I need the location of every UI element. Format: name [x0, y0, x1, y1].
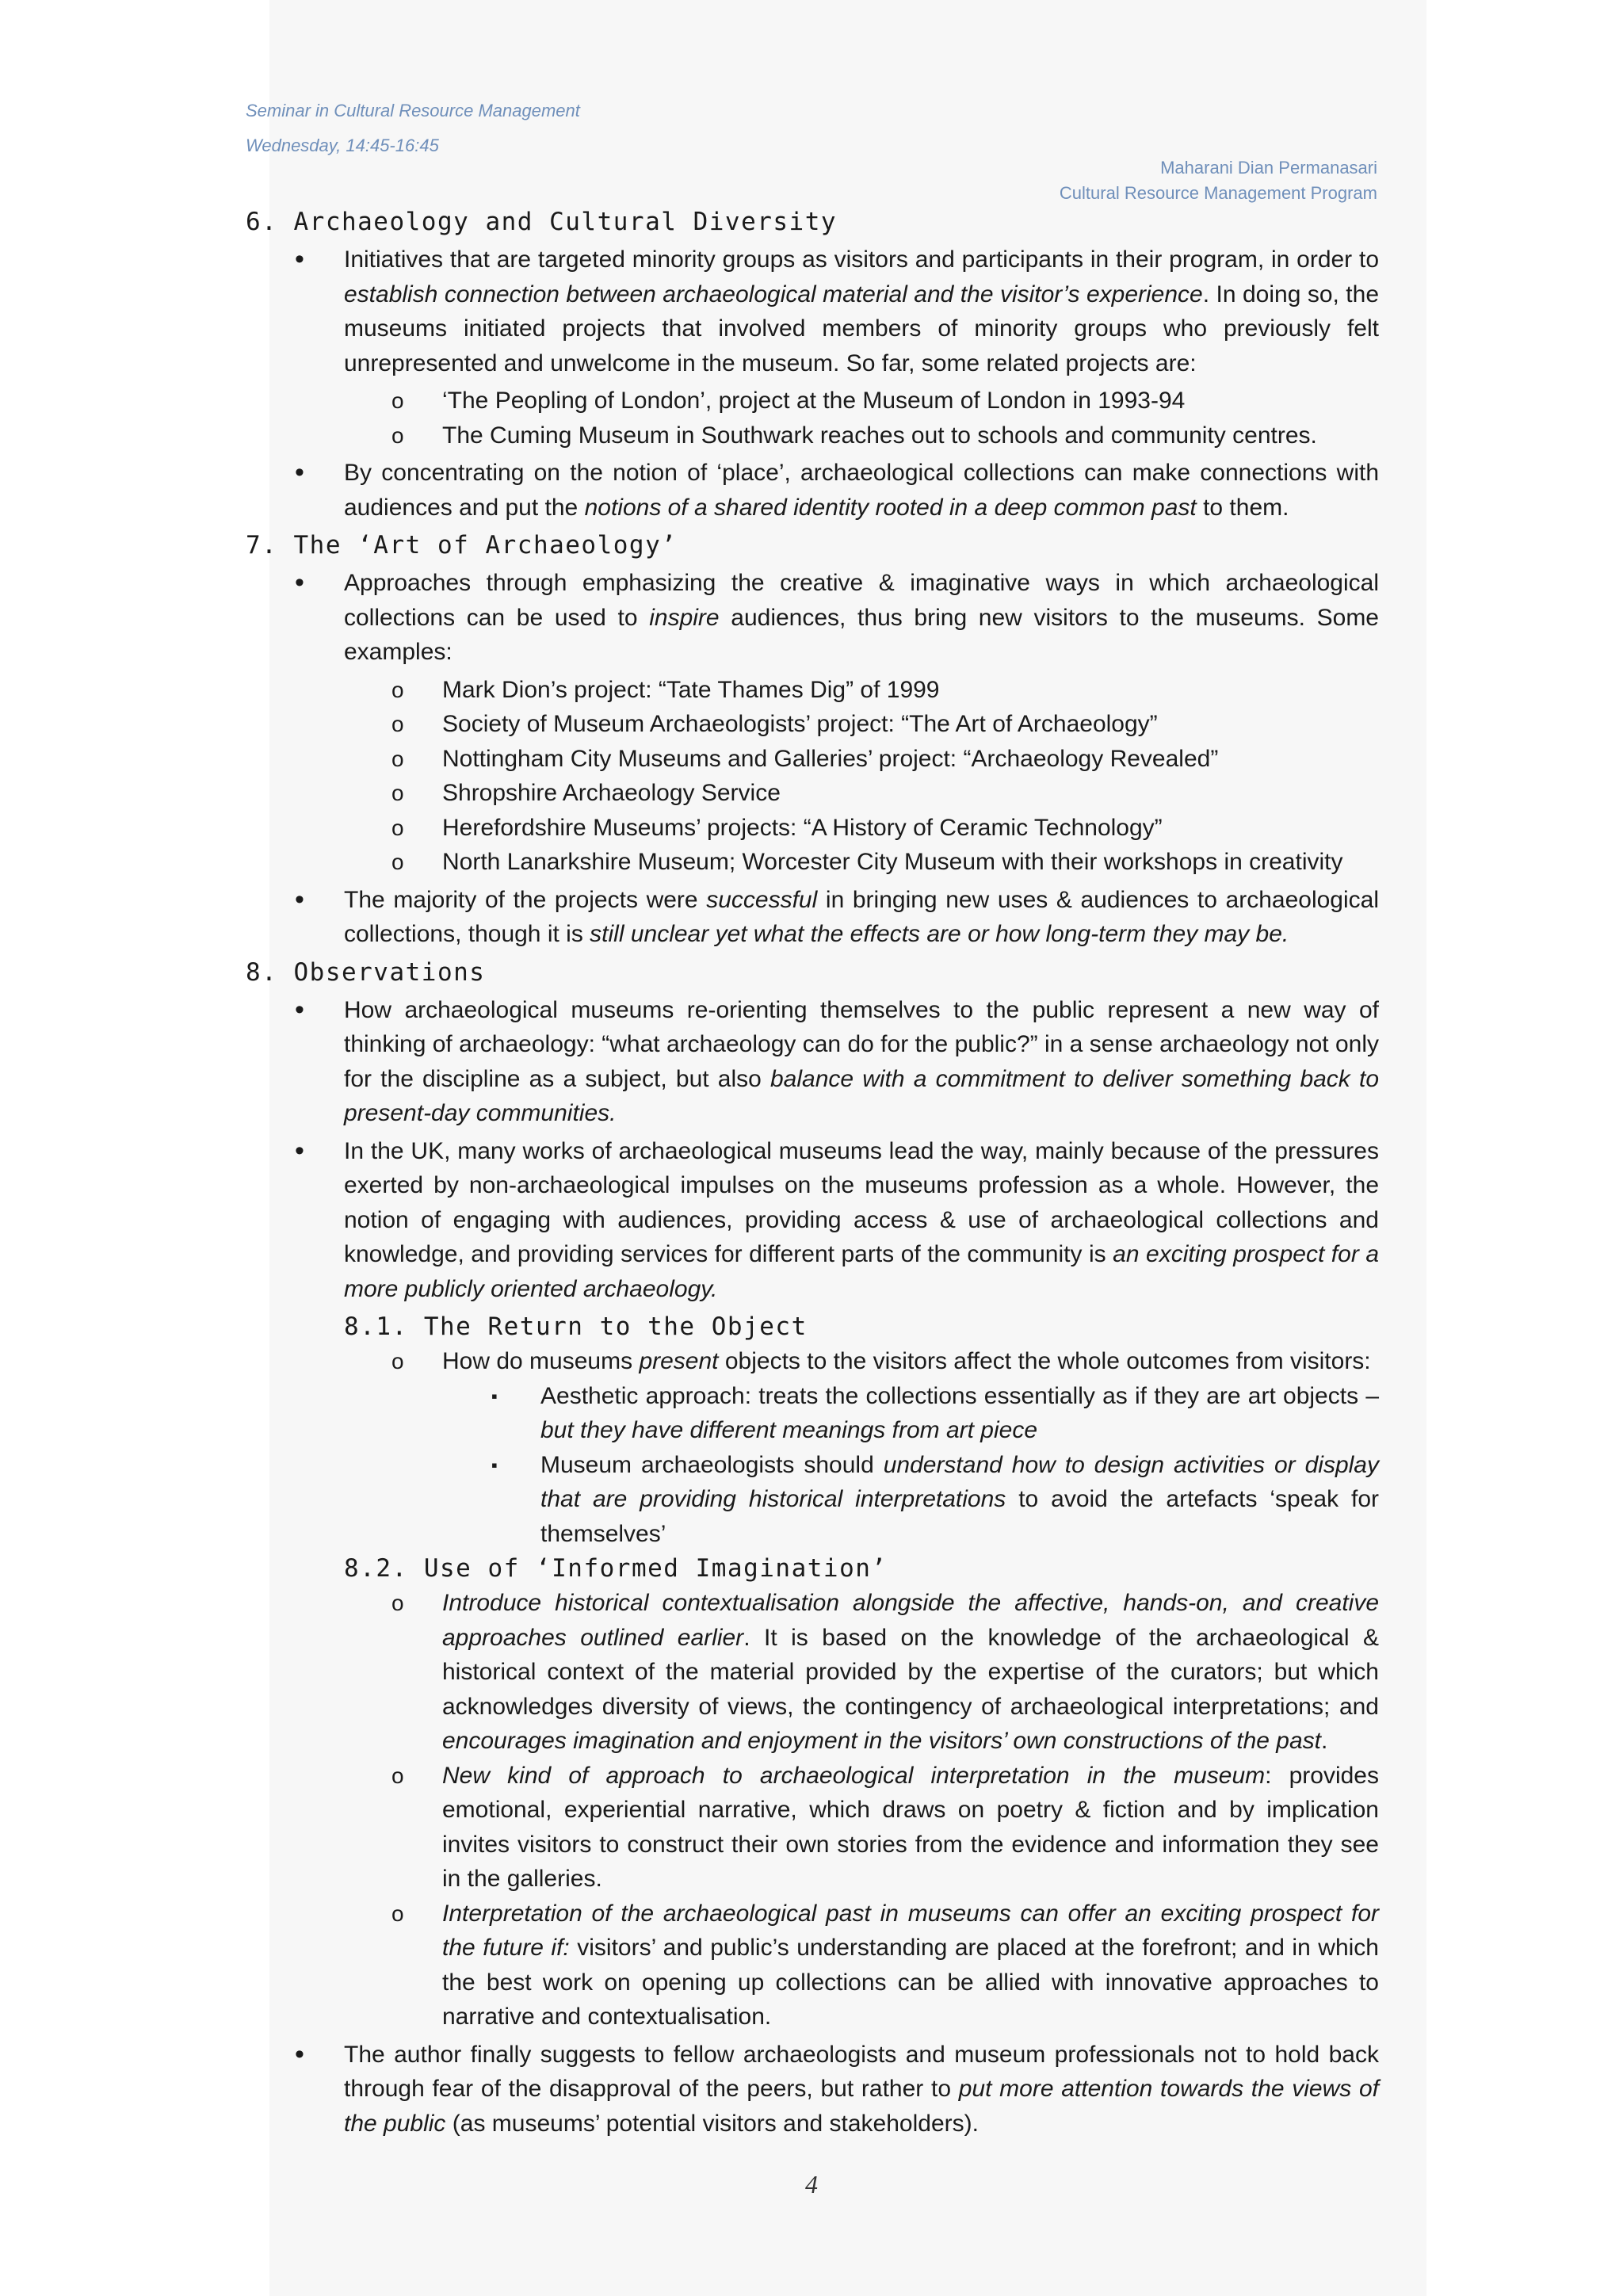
- list-item: [391, 1586, 1380, 1759]
- course-schedule: Wednesday, 14:45-16:45: [246, 136, 439, 155]
- header-left: [246, 94, 580, 163]
- emphasis-text: present: [639, 1348, 719, 1374]
- list-item: [391, 1759, 1379, 1897]
- header-right: [1060, 155, 1377, 206]
- circle-bullet-icon: o: [391, 677, 404, 702]
- text-run: The majority of the projects were: [344, 886, 707, 913]
- circle-bullet-icon: o: [391, 815, 404, 840]
- bullet-icon: •: [295, 884, 304, 915]
- emphasis-text: establish connection between archaeological material and the visitor’s experience: [344, 281, 1203, 308]
- circle-bullet-icon: o: [391, 746, 404, 771]
- text-run: to avoid the artefacts ‘speak for themselves’: [540, 1486, 1380, 1547]
- emphasis-text: encourages imagination and enjoyment in the visitors’ own constructions of the past: [442, 1728, 1321, 1754]
- square-bullet-icon: ▪: [491, 1385, 498, 1406]
- list-item: [295, 993, 1379, 1131]
- emphasis-text: balance with a commitment to deliver something back to present-day communities.: [344, 1065, 1379, 1126]
- text-run: audiences, thus bring new visitors to the museums. Some examples:: [344, 604, 1379, 665]
- text-run: . In doing so, the museums initiated projects that involved members of minority groups who previously felt unrepresented and unwelcome in the museum. So far, some related projects are:: [344, 281, 1380, 376]
- bullet-icon: •: [295, 2038, 304, 2069]
- circle-bullet-icon: o: [391, 850, 404, 874]
- text-run: (as museums’ potential visitors and stakeholders).: [445, 2110, 979, 2137]
- text-run: Herefordshire Museums’ projects: “A History of Ceramic Technology”: [442, 814, 1163, 841]
- emphasis-text: put more attention towards the views of the public: [344, 2076, 1379, 2137]
- text-run: Shropshire Archaeology Service: [442, 780, 781, 806]
- emphasis-text: still unclear yet what the effects are or how long-term they may be.: [590, 921, 1289, 947]
- circle-bullet-icon: o: [391, 1763, 404, 1788]
- circle-bullet-icon: o: [391, 1591, 404, 1615]
- list-item: [491, 1448, 1380, 1552]
- text-run: How archaeological museums re-orienting themselves to the public represent a new way of thinking of archaeology: “what archaeology can do for the public?” in a sense archaeology not only for the discipline as a subject, but also: [344, 996, 1379, 1092]
- section-7-heading: 7. The ‘Art of Archaeology’: [246, 531, 678, 560]
- text-run: In the UK, many works of archaeological museums lead the way, mainly because of the pressures exerted by non-archaeological impulses on the museums profession as a whole. However, the notion of engaging with audiences, providing access & use of archaeological collections and knowledge, and providing services for different parts of the community is: [344, 1137, 1379, 1267]
- emphasis-text: Introduce historical contextualisation alongside the affective, hands-on, and creative approaches outlined earlier: [442, 1590, 1379, 1651]
- text-run: Aesthetic approach: treats the collections essentially as if they are art objects –: [540, 1382, 1379, 1409]
- list-item: [295, 243, 1380, 380]
- text-run: Approaches through emphasizing the creative & imaginative ways in which archaeological collections can be used to: [344, 570, 1379, 631]
- text-run: ‘The Peopling of London’, project at the Museum of London in 1993-94: [442, 388, 1186, 414]
- subsection-8-1-heading: 8.1. The Return to the Object: [344, 1312, 808, 1341]
- section-8-heading: 8. Observations: [246, 957, 486, 987]
- text-run: How do museums: [442, 1348, 640, 1374]
- bullet-icon: •: [295, 1135, 304, 1166]
- bullet-icon: •: [295, 457, 304, 487]
- text-run: in bringing new uses & audiences to archaeological collections, though it is: [344, 886, 1379, 947]
- list-item: [391, 811, 1379, 846]
- circle-bullet-icon: o: [391, 1349, 404, 1373]
- list-item: [391, 1344, 1379, 1379]
- list-item: [391, 418, 1379, 453]
- text-run: The Cuming Museum in Southwark reaches out to schools and community centres.: [442, 422, 1317, 449]
- emphasis-text: Interpretation of the archaeological past in museums can offer an exciting prospect for the future if:: [442, 1900, 1379, 1961]
- emphasis-text: notions of a shared identity rooted in a deep common past: [584, 494, 1197, 521]
- course-title: Seminar in Cultural Resource Management: [246, 101, 580, 120]
- circle-bullet-icon: o: [391, 712, 404, 736]
- emphasis-text: understand how to design activities or display that are providing historical interpretations: [540, 1451, 1379, 1512]
- text-run: By concentrating on the notion of ‘place’, archaeological collections can make connections with audiences and put the: [344, 460, 1379, 521]
- square-bullet-icon: ▪: [491, 1454, 498, 1475]
- text-run: . It is based on the knowledge of the archaeological & historical context of the material provided by the expertise of the curators; but which acknowledges diversity of views, the contingency of archaeological interpretations; and: [442, 1624, 1380, 1720]
- circle-bullet-icon: o: [391, 1901, 404, 1926]
- text-run: .: [1320, 1728, 1328, 1754]
- list-item: [391, 776, 1379, 811]
- text-run: Society of Museum Archaeologists’ project: “The Art of Archaeology”: [442, 711, 1158, 737]
- author-name: Maharani Dian Permanasari: [1160, 158, 1377, 178]
- text-run: visitors’ and public’s understanding are placed at the forefront; and in which the best work on opening up collections can be allied with innovative approaches to narrative and contextualisation.: [442, 1935, 1379, 2030]
- bullet-icon: •: [295, 994, 304, 1025]
- circle-bullet-icon: o: [391, 388, 404, 413]
- circle-bullet-icon: o: [391, 781, 404, 805]
- emphasis-text: but they have different meanings from art piece: [540, 1417, 1038, 1443]
- list-item: [295, 883, 1379, 952]
- program-name: Cultural Resource Management Program: [1059, 183, 1377, 203]
- page-number: 4: [805, 2170, 818, 2199]
- list-item: [391, 845, 1379, 880]
- text-run: Mark Dion’s project: “Tate Thames Dig” of 1999: [442, 676, 940, 703]
- list-item: [295, 2038, 1379, 2141]
- emphasis-text: an exciting prospect for a more publicly oriented archaeology.: [344, 1241, 1380, 1302]
- text-run: to them.: [1196, 494, 1289, 521]
- section-6-heading: 6. Archaeology and Cultural Diversity: [246, 208, 838, 236]
- list-item: [391, 1897, 1379, 2034]
- emphasis-text: successful: [706, 886, 818, 913]
- document-body: [246, 204, 1379, 2144]
- text-run: North Lanarkshire Museum; Worcester City Museum with their workshops in creativity: [442, 849, 1343, 875]
- list-item: [391, 742, 1379, 777]
- list-item: [391, 673, 1379, 708]
- emphasis-text: inspire: [649, 604, 720, 631]
- bullet-icon: •: [295, 567, 304, 598]
- list-item: [391, 384, 1379, 418]
- emphasis-text: New kind of approach to archaeological interpretation in the museum: [442, 1762, 1266, 1789]
- bullet-icon: •: [295, 244, 304, 274]
- text-run: The author finally suggests to fellow archaeologists and museum professionals not to hold back through fear of the disapproval of the peers, but rather to: [344, 2041, 1379, 2102]
- text-run: Museum archaeologists should: [540, 1451, 884, 1478]
- subsection-8-2-heading: 8.2. Use of ‘Informed Imagination’: [344, 1554, 888, 1583]
- list-item: [391, 707, 1379, 742]
- circle-bullet-icon: o: [391, 422, 404, 448]
- list-item: [491, 1379, 1379, 1448]
- text-run: : provides emotional, experiential narrative, which draws on poetry & fiction and by implication invites visitors to construct their own stories from the evidence and information they see in the galleries.: [442, 1762, 1379, 1892]
- list-item: [295, 1134, 1380, 1307]
- list-item: [295, 566, 1379, 670]
- list-item: [295, 456, 1379, 525]
- text-run: Nottingham City Museums and Galleries’ project: “Archaeology Revealed”: [442, 745, 1219, 772]
- text-run: Initiatives that are targeted minority groups as visitors and participants in their program, in order to: [344, 246, 1379, 273]
- text-run: objects to the visitors affect the whole outcomes from visitors:: [718, 1348, 1371, 1374]
